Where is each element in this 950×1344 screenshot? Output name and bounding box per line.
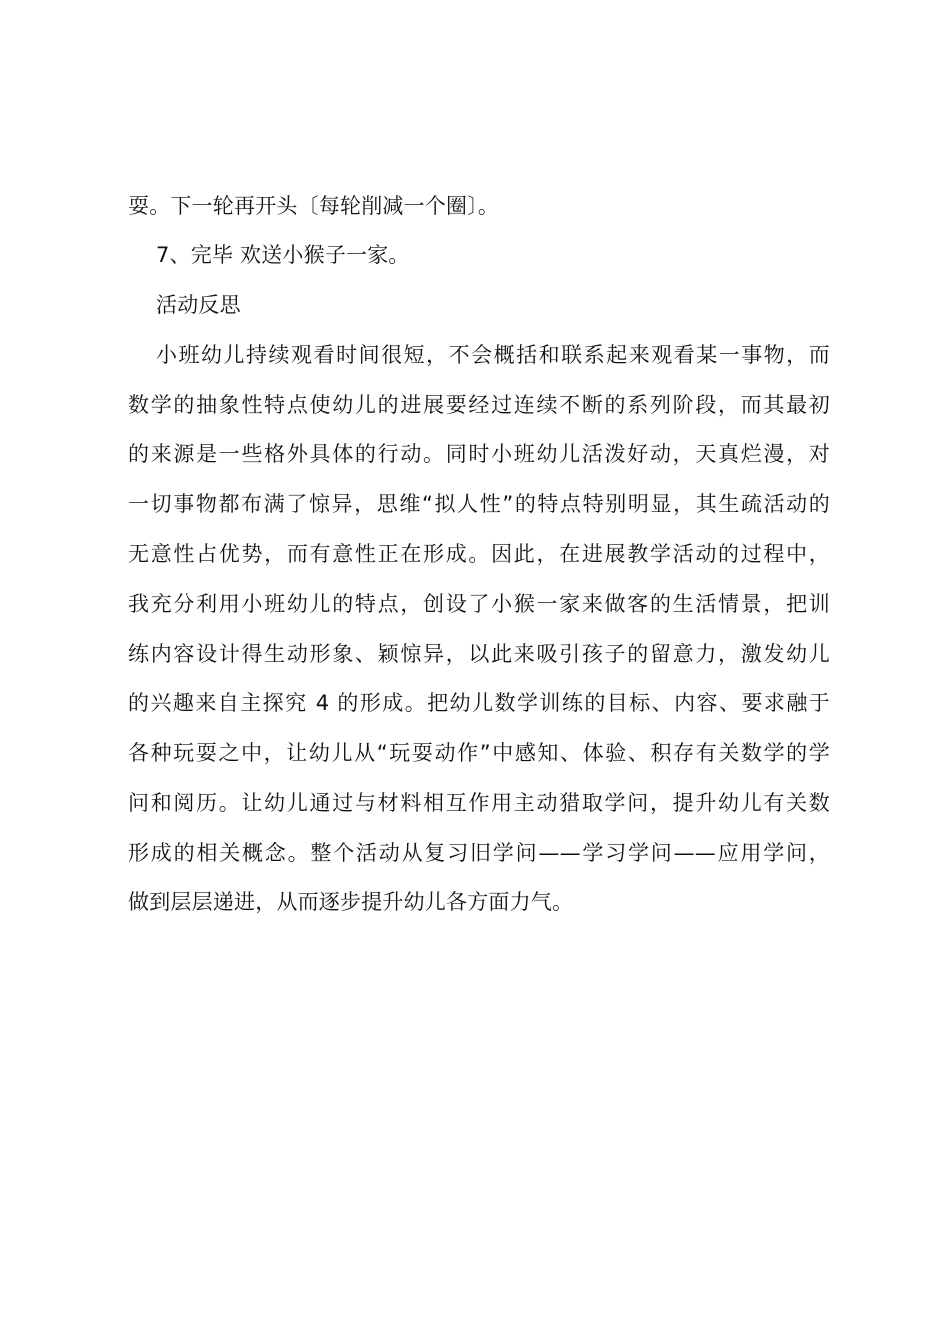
paragraph-line: 小班幼儿持续观看时间很短，不会概括和联系起来观看某一事物，而 — [156, 343, 830, 367]
paragraph-line: 问和阅历。让幼儿通过与材料相互作用主动猎取学问，提升幼儿有关数 — [128, 791, 830, 815]
paragraph-line: 的兴趣来自主探究 4 的形成。把幼儿数学训练的目标、内容、要求融于 — [128, 691, 830, 715]
paragraph-line-last: 做到层层递进，从而逐步提升幼儿各方面力气。 — [128, 890, 574, 914]
paragraph-line: 练内容设计得生动形象、颖惊异，以此来吸引孩子的留意力，激发幼儿 — [128, 642, 830, 666]
section-heading-reflection: 活动反思 — [156, 293, 241, 317]
paragraph-line: 数学的抽象性特点使幼儿的进展要经过连续不断的系列阶段，而其最初 — [128, 393, 830, 417]
paragraph-line: 的来源是一些格外具体的行动。同时小班幼儿活泼好动，天真烂漫，对 — [128, 442, 830, 466]
text-line-continuation: 耍。下一轮再开头〔每轮削减一个圈〕。 — [128, 194, 500, 218]
paragraph-line: 一切事物都布满了惊异，思维“拟人性”的特点特别明显，其生疏活动的 — [128, 492, 830, 516]
paragraph-line: 我充分利用小班幼儿的特点，创设了小猴一家来做客的生活情景，把训 — [128, 592, 830, 616]
paragraph-line: 形成的相关概念。整个活动从复习旧学问——学习学问——应用学问， — [128, 841, 830, 865]
paragraph-line: 各种玩耍之中，让幼儿从“玩耍动作”中感知、体验、积存有关数学的学 — [128, 741, 830, 765]
text-line-step-7: 7、完毕 欢送小猴子一家。 — [156, 243, 410, 267]
paragraph-line: 无意性占优势，而有意性正在形成。因此，在进展教学活动的过程中， — [128, 542, 830, 566]
